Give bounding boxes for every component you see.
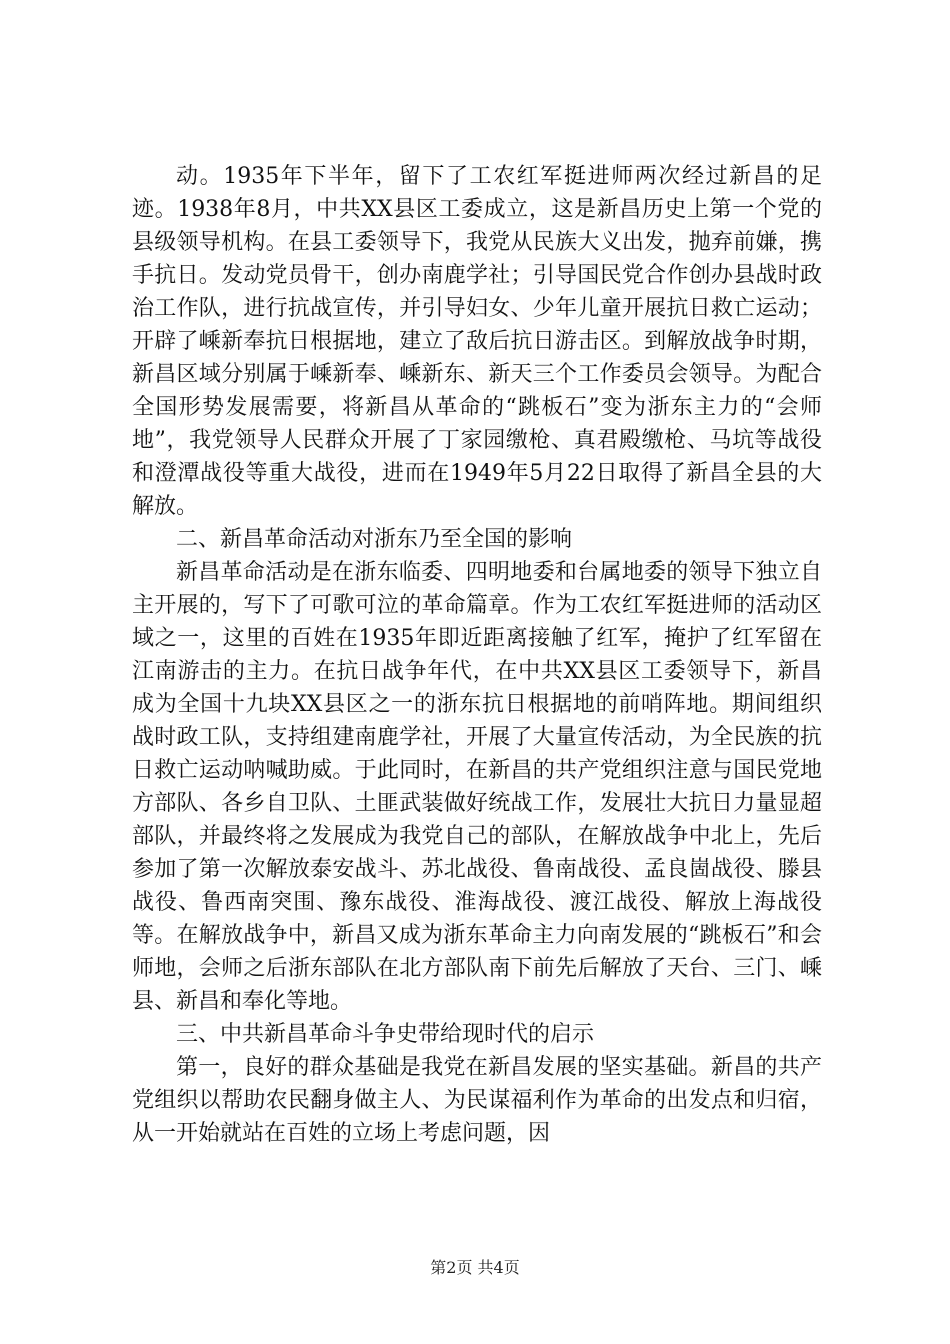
document-body bbox=[132, 160, 822, 1150]
section-heading-3: 三、中共新昌革命斗争史带给现时代的启示 bbox=[176, 1022, 595, 1047]
paragraph-lessons-first: 第一，良好的群众基础是我党在新昌发展的坚实基础。新昌的共产党组织以帮助农民翻身做主人、为民谋福利作为革命的出发点和归宿，从一开始就站在百姓的立场上考虑问题，因 bbox=[132, 1055, 822, 1146]
paragraph-1931-1949-history: 动。1935年下半年，留下了工农红军挺进师两次经过新昌的足迹。1938年8月，中共XX县区工委成立，这是新昌历史上第一个党的县级领导机构。在县工委领导下，我党从民族大义出发，抛弃前嫌，携手抗日。发动党员骨干，创办南鹿学社；引导国民党合作创办县战时政治工作队，进行抗战宣传，并引导妇女、少年儿童开展抗日救亡运动；开辟了嵊新奉抗日根据地，建立了敌后抗日游击区。到解放战争时期，新昌区域分别属于嵊新奉、嵊新东、新天三个工作委员会领导。为配合全国形势发展需要，将新昌从革命的“跳板石”变为浙东主力的“会师地”，我党领导人民群众开展了丁家园缴枪、真君殿缴枪、马坑等战役和澄潭战役等重大战役，进而在1949年5月22日取得了新昌全县的大解放。 bbox=[132, 164, 822, 519]
paragraph-influence: 新昌革命活动是在浙东临委、四明地委和台属地委的领导下独立自主开展的，写下了可歌可泣的革命篇章。作为工农红军挺进师的活动区域之一，这里的百姓在1935年即近距离接触了红军，掩护了红军留在江南游击的主力。在抗日战争年代，在中共XX县区工委领导下，新昌成为全国十九块XX县区之一的浙东抗日根据地的前哨阵地。期间组织战时政工队，支持组建南鹿学社，开展了大量宣传活动，为全民族的抗日救亡运动呐喊助威。于此同时，在新昌的共产党组织注意与国民党地方部队、各乡自卫队、土匪武装做好统战工作，发展壮大抗日力量显超部队，并最终将之发展成为我党自己的部队，在解放战争中北上，先后参加了第一次解放泰安战斗、苏北战役、鲁南战役、孟良崮战役、滕县战役、鲁西南突围、豫东战役、淮海战役、渡江战役、解放上海战役等。在解放战争中，新昌又成为浙东革命主力向南发展的“跳板石”和会师地，会师之后浙东部队在北方部队南下前先后解放了天台、三门、嵊县、新昌和奉化等地。 bbox=[132, 560, 822, 1014]
section-heading-2: 二、新昌革命活动对浙东乃至全国的影响 bbox=[176, 527, 573, 552]
page-number-label: 第2页 共4页 bbox=[430, 1258, 520, 1277]
page-footer bbox=[0, 1255, 950, 1278]
